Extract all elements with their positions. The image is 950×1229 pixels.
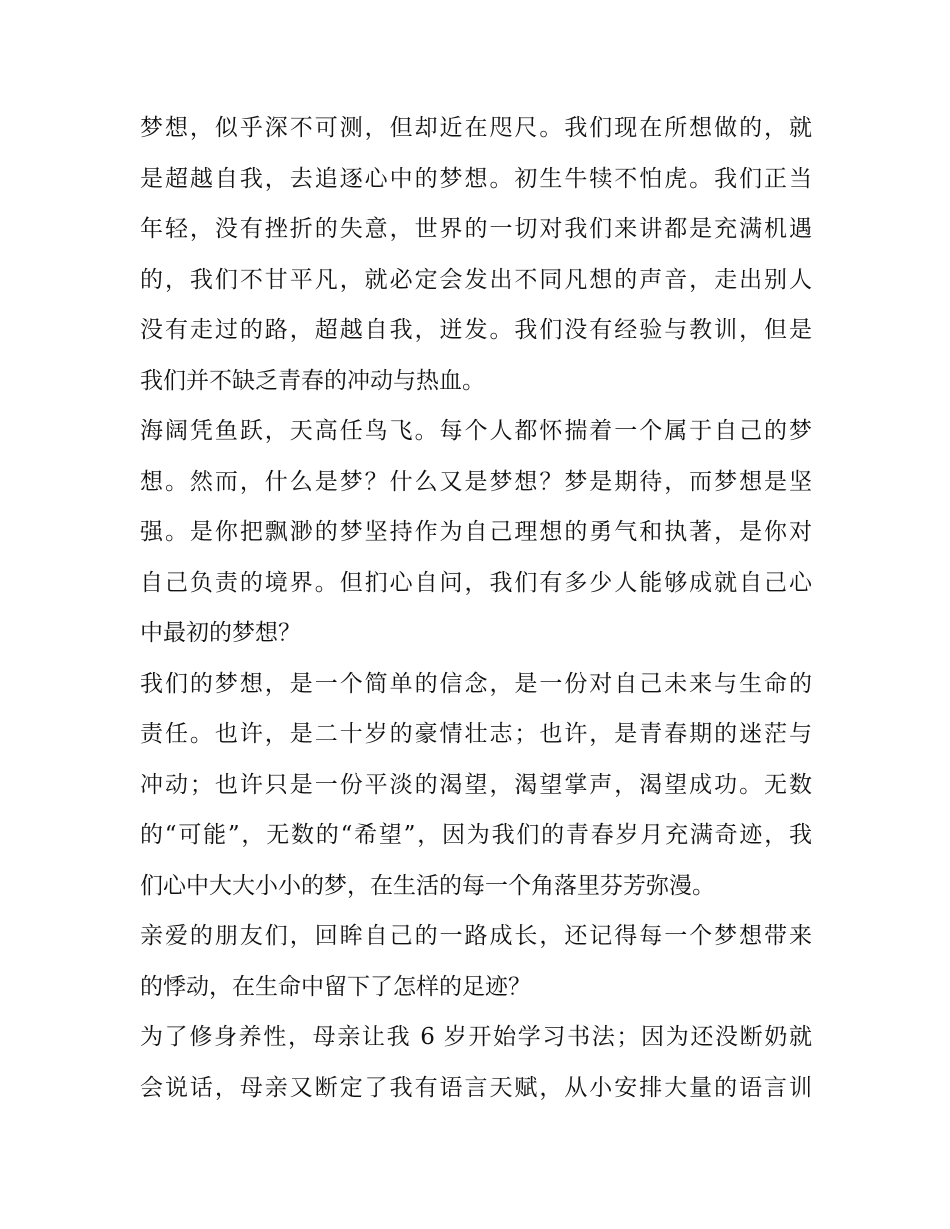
text-line: 的“可能”，无数的“希望”，因为我们的青春岁月充满奇迹，我 <box>140 822 812 848</box>
paragraph-5 <box>140 1012 812 1113</box>
text-line: 年轻，没有挫折的失意，世界的一切对我们来讲都是充满机遇 <box>140 216 812 242</box>
text-line: 为了修身养性，母亲让我 6 岁开始学习书法；因为还没断奶就 <box>140 1024 812 1050</box>
paragraph-4 <box>140 911 812 1012</box>
text-line: 冲动；也许只是一份平淡的渴望，渴望掌声，渴望成功。无数 <box>140 771 812 798</box>
text-line: 海阔凭鱼跃，天高任鸟飞。每个人都怀揣着一个属于自己的梦 <box>140 418 812 444</box>
text-line: 梦想，似乎深不可测，但却近在咫尺。我们现在所想做的，就 <box>140 115 812 141</box>
text-line: 想。然而，什么是梦？什么又是梦想？梦是期待，而梦想是坚 <box>140 468 812 495</box>
text-line: 强。是你把飘渺的梦坚持作为自己理想的勇气和执著，是你对 <box>140 519 812 545</box>
paragraph-3 <box>140 659 812 912</box>
document-body <box>140 103 812 1113</box>
text-line: 我们并不缺乏青春的冲动与热血。 <box>140 367 485 394</box>
text-line: 没有走过的路，超越自我，迸发。我们没有经验与教训，但是 <box>140 317 812 343</box>
text-line: 会说话，母亲又断定了我有语言天赋，从小安排大量的语言训 <box>140 1074 812 1101</box>
text-line: 我们的梦想，是一个简单的信念，是一份对自己未来与生命的 <box>140 670 812 697</box>
text-line: 们心中大大小小的梦，在生活的每一个角落里芬芳弥漫。 <box>140 872 715 899</box>
text-line: 的悸动，在生命中留下了怎样的足迹？ <box>140 973 531 1000</box>
text-line: 是超越自我，去追逐心中的梦想。初生牛犊不怕虎。我们正当 <box>140 165 812 192</box>
text-line: 的，我们不甘平凡，就必定会发出不同凡想的声音，走出别人 <box>140 266 812 293</box>
text-line: 责任。也许，是二十岁的豪情壮志；也许，是青春期的迷茫与 <box>140 721 812 747</box>
text-line: 自己负责的境界。但扪心自问，我们有多少人能够成就自己心 <box>140 569 812 596</box>
text-line: 亲爱的朋友们，回眸自己的一路成长，还记得每一个梦想带来 <box>140 923 812 949</box>
text-line: 中最初的梦想？ <box>140 620 301 646</box>
paragraph-2 <box>140 406 812 659</box>
paragraph-1 <box>140 103 812 406</box>
